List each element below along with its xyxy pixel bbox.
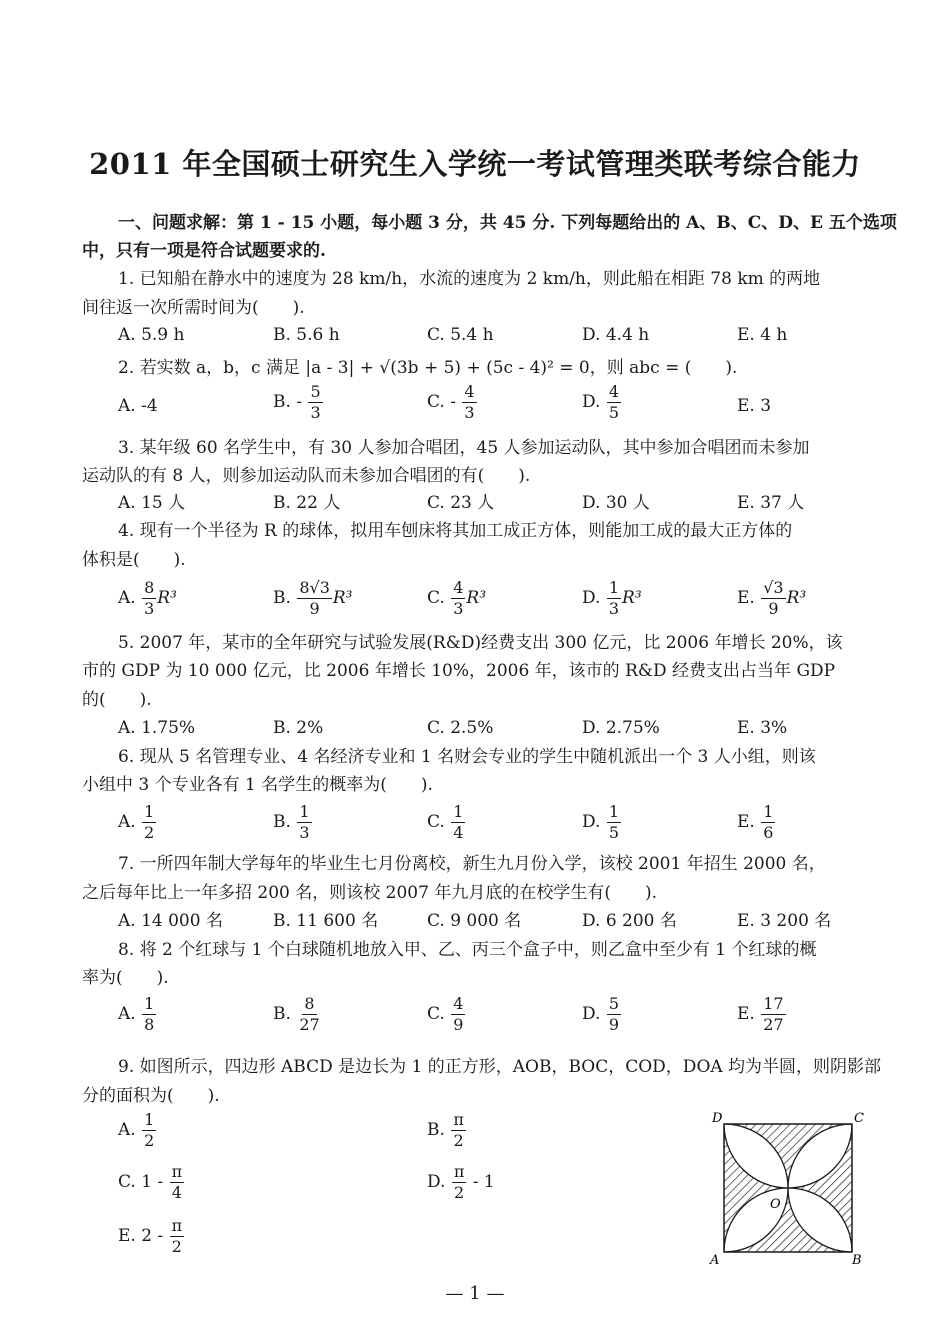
q9-figure-label-b: B: [852, 1253, 862, 1266]
q1-stem-line1: 1. 已知船在静水中的速度为 28 km/h，水流的速度为 2 km/h，则此船在相距 78 km 的两地: [118, 269, 821, 289]
q4-option-a-r3: R³: [157, 588, 177, 608]
q9-figure-label-c: C: [854, 1111, 864, 1126]
q2-option-b-fraction: $\frac{5}{3}$: [310, 382, 321, 422]
q6-option-a-fraction: $\frac{1}{2}$: [144, 802, 155, 842]
q7-stem-line2: 之后每年比上一年多招 200 名，则该校 2007 年九月底的在校学生有( ).: [82, 883, 657, 903]
q2-option-a: [118, 394, 158, 418]
q4-option-d-label: D.: [582, 588, 601, 608]
q6-option-e: [737, 804, 776, 841]
q2-option-e-label: E.: [737, 396, 755, 416]
q4-option-d-fraction: $\frac{1}{3}$: [608, 578, 620, 618]
q4-option-c-r3: R³: [466, 588, 487, 608]
q4-stem-line1: 4. 现有一个半径为 R 的球体，拟用车刨床将其加工成正方体，则能加工成的最大正方体的: [118, 521, 793, 541]
q2-option-b: [273, 384, 324, 421]
q5-option-a: A. 1.75%: [118, 718, 196, 738]
q1-option-c: C. 5.4 h: [427, 325, 494, 345]
q9-option-c-fraction: $\frac{\pi}{4}$: [171, 1162, 183, 1202]
q5-stem-line3: 的( ).: [82, 690, 152, 710]
q2-option-b-label: B.: [273, 392, 291, 412]
q6-option-c: [427, 804, 466, 841]
q6-option-d-fraction: $\frac{1}{5}$: [608, 802, 620, 842]
q3-option-a: A. 15 人: [118, 493, 186, 513]
q2-option-a-value: -4: [141, 396, 158, 416]
q7-stem-line1: 7. 一所四年制大学每年的毕业生七月份离校，新生九月份入学，该校 2001 年招生 2000 名，: [118, 854, 826, 874]
q4-option-e-r3: R³: [786, 588, 807, 608]
q5-stem-line1: 5. 2007 年，某市的全年研究与试验发展(R&D)经费支出 300 亿元，比 2006 年增长 20%，该: [118, 633, 843, 653]
q8-option-a-fraction: $\frac{1}{8}$: [144, 994, 155, 1034]
q3-option-e: E. 37 人: [737, 493, 805, 513]
q5-stem-line2: 市的 GDP 为 10 000 亿元，比 2006 年增长 10%，2006 年，该市的 R&D 经费支出占当年 GDP: [82, 661, 836, 681]
q2-option-a-label: A.: [118, 396, 136, 416]
q5-option-c: C. 2.5%: [427, 718, 494, 738]
q3-stem-line2: 运动队的有 8 人，则参加运动队而未参加合唱团的有( ).: [82, 466, 531, 486]
q6-option-b-label: B.: [273, 812, 291, 832]
q7-option-b: B. 11 600 名: [273, 911, 379, 931]
q3-option-d: D. 30 人: [582, 493, 650, 513]
q6-stem-line1: 6. 现从 5 名管理专业、4 名经济专业和 1 名财会专业的学生中随机派出一个 3 人小组，则该: [118, 747, 816, 767]
q1-option-d: D. 4.4 h: [582, 325, 650, 345]
q6-option-b: [273, 804, 313, 841]
q4-option-b-r3: R³: [332, 588, 353, 608]
q8-option-a-label: A.: [118, 1004, 136, 1024]
q7-option-a: A. 14 000 名: [118, 911, 223, 931]
q4-option-b-label: B.: [273, 588, 291, 608]
q7-option-d: D. 6 200 名: [582, 911, 677, 931]
section-heading-line1: 一、问题求解：第 1 - 15 小题，每小题 3 分，共 45 分. 下列每题给出的 A、B、C、D、E 五个选项: [118, 213, 897, 233]
q1-option-e: E. 4 h: [737, 325, 788, 345]
q2-option-c-label: C.: [427, 392, 445, 412]
q9-figure-label-o: O: [770, 1197, 781, 1212]
q9-option-e: [118, 1218, 185, 1255]
q4-option-d-r3: R³: [622, 588, 642, 608]
q4-option-a-label: A.: [118, 588, 136, 608]
q1-stem-line2: 间往返一次所需时间为( ).: [82, 298, 305, 318]
q5-option-b: B. 2%: [273, 718, 324, 738]
q8-option-d-label: D.: [582, 1004, 601, 1024]
q8-option-d-fraction: $\frac{5}{9}$: [608, 994, 620, 1034]
q6-option-c-fraction: $\frac{1}{4}$: [453, 802, 464, 842]
q6-option-a-label: A.: [118, 812, 136, 832]
q1-option-a: A. 5.9 h: [118, 325, 185, 345]
q9-figure-label-d: D: [712, 1111, 723, 1126]
q6-option-e-label: E.: [737, 812, 755, 832]
q2-option-c-sign: -: [450, 392, 456, 412]
q9-figure: [706, 1106, 866, 1266]
q4-option-c-fraction: $\frac{4}{3}$: [453, 578, 464, 618]
q4-option-e: [737, 580, 806, 617]
q2-option-c-fraction: $\frac{4}{3}$: [464, 382, 475, 422]
q9-option-b-fraction: $\frac{\pi}{2}$: [453, 1110, 464, 1150]
q8-stem-line2: 率为( ).: [82, 968, 169, 988]
q4-option-e-label: E.: [737, 588, 755, 608]
q6-option-d-label: D.: [582, 812, 601, 832]
q7-option-e: E. 3 200 名: [737, 911, 832, 931]
q2-option-e-value: 3: [760, 396, 772, 416]
q9-option-e-fraction: $\frac{\pi}{2}$: [171, 1216, 183, 1256]
q4-stem-line2: 体积是( ).: [82, 550, 186, 570]
q9-option-c-label: C. 1 -: [118, 1172, 164, 1192]
q4-option-b: [273, 580, 353, 617]
q8-option-d: [582, 996, 622, 1033]
q9-option-d: [427, 1164, 495, 1201]
q2-option-e: [737, 394, 771, 418]
page-number: — 1 —: [445, 1283, 505, 1304]
q8-option-e-label: E.: [737, 1004, 755, 1024]
exam-title: 2011 年全国硕士研究生入学统一考试管理类联考综合能力: [89, 147, 861, 181]
q4-option-a: [118, 580, 177, 617]
q9-stem-line2: 分的面积为( ).: [82, 1086, 220, 1106]
q6-option-b-fraction: $\frac{1}{3}$: [299, 802, 310, 842]
q3-option-b: B. 22 人: [273, 493, 341, 513]
q5-option-d: D. 2.75%: [582, 718, 660, 738]
q3-stem-line1: 3. 某年级 60 名学生中，有 30 人参加合唱团，45 人参加运动队，其中参加合唱团而未参加: [118, 438, 810, 458]
q8-option-e: [737, 996, 787, 1033]
q4-option-e-fraction: $\frac{√3}{9}$: [763, 578, 784, 618]
q1-option-b: B. 5.6 h: [273, 325, 340, 345]
q8-option-e-fraction: $\frac{17}{27}$: [763, 994, 784, 1034]
q8-option-c-fraction: $\frac{4}{9}$: [453, 994, 464, 1034]
q9-option-a-fraction: $\frac{1}{2}$: [144, 1110, 155, 1150]
q9-option-c: [118, 1164, 185, 1201]
q9-option-b: [427, 1112, 467, 1149]
q2-option-d: [582, 384, 622, 421]
q4-option-b-fraction: $\frac{8√3}{9}$: [299, 578, 330, 618]
q4-option-c: [427, 580, 486, 617]
q3-option-c: C. 23 人: [427, 493, 495, 513]
q4-option-c-label: C.: [427, 588, 445, 608]
q6-option-a: [118, 804, 157, 841]
q9-option-a: [118, 1112, 157, 1149]
q6-option-c-label: C.: [427, 812, 445, 832]
section-heading-line2: 中，只有一项是符合试题要求的.: [82, 241, 326, 261]
q9-option-d-label: D.: [427, 1172, 446, 1192]
q9-option-a-label: A.: [118, 1120, 136, 1140]
q2-option-c: [427, 384, 478, 421]
q9-option-b-label: B.: [427, 1120, 445, 1140]
q7-option-c: C. 9 000 名: [427, 911, 522, 931]
q9-figure-label-a: A: [710, 1253, 720, 1266]
q9-option-d-fraction: $\frac{\pi}{2}$: [453, 1162, 465, 1202]
q6-option-d: [582, 804, 622, 841]
q8-option-c-label: C.: [427, 1004, 445, 1024]
q2-stem: 2. 若实数 a，b，c 满足 |a - 3| + √(3b + 5) + (5c - 4)² = 0，则 abc = ( ).: [118, 358, 738, 378]
q4-option-d: [582, 580, 642, 617]
q2-option-d-fraction: $\frac{4}{5}$: [608, 382, 620, 422]
q8-stem-line1: 8. 将 2 个红球与 1 个白球随机地放入甲、乙、丙三个盒子中，则乙盒中至少有 1 个红球的概: [118, 940, 817, 960]
q6-option-e-fraction: $\frac{1}{6}$: [763, 802, 774, 842]
q8-option-a: [118, 996, 157, 1033]
q9-stem-line1: 9. 如图所示，四边形 ABCD 是边长为 1 的正方形，AOB，BOC，COD，DOA 均为半圆，则阴影部: [118, 1057, 882, 1077]
q8-option-b-fraction: $\frac{8}{27}$: [299, 994, 320, 1034]
q2-option-b-sign: -: [296, 392, 303, 412]
q2-option-d-label: D.: [582, 392, 601, 412]
q9-option-e-label: E. 2 -: [118, 1226, 164, 1246]
q8-option-b-label: B.: [273, 1004, 291, 1024]
q5-option-e: E. 3%: [737, 718, 788, 738]
q9-option-d-tail: - 1: [472, 1172, 495, 1192]
q6-stem-line2: 小组中 3 个专业各有 1 名学生的概率为( ).: [82, 775, 433, 795]
q8-option-b: [273, 996, 323, 1033]
q8-option-c: [427, 996, 466, 1033]
q4-option-a-fraction: $\frac{8}{3}$: [144, 578, 155, 618]
